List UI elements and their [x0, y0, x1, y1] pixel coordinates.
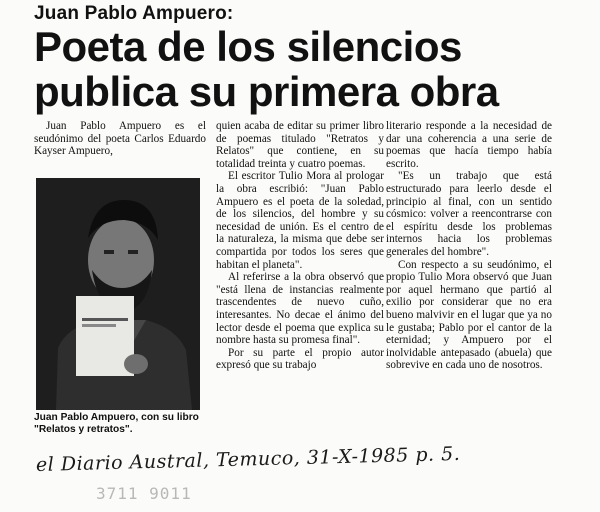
archive-stamp: 3711 9011 — [96, 484, 192, 503]
article-headline — [34, 24, 594, 114]
column-3-paragraph-1: literario responde a la necesidad de dar una coherencia a una serie de poemas que hacía tiempo había escrito. — [386, 120, 552, 170]
article-column-3 — [386, 120, 552, 372]
headline-line-1: Poeta de los silencios — [34, 23, 462, 70]
handwritten-source-note: el Diario Austral, Temuco, 31-X-1985 p. 5. — [35, 442, 461, 476]
photo-caption: Juan Pablo Ampuero, con su libro "Relatos y retratos". — [34, 412, 199, 435]
column-3-paragraph-2: "Es un trabajo que está estructurado para leerlo desde el principio al final, con un sentido cósmico: volver a reencontrarse con el espíritu desde los problemas internos hacia los problemas generales del hombre". — [386, 170, 552, 258]
column-2-paragraph-4: Por su parte el propio autor expresó que su trabajo — [216, 346, 384, 372]
article-column-2 — [216, 120, 384, 372]
column-2-paragraph-1: quien acaba de editar su primer libro de poemas titulado "Retratos y Relatos" que contiene, en su totalidad treinta y cuatro poemas. — [216, 120, 384, 170]
author-photo — [36, 178, 200, 410]
headline-line-2: publica su primera obra — [34, 68, 499, 115]
column-1-paragraph: Juan Pablo Ampuero es el seudónimo del poeta Carlos Eduardo Kayser Ampuero, — [34, 120, 206, 158]
column-2-paragraph-3: Al referirse a la obra observó que "está llena de instancias realmente trascendentes de nuevo cuño, interesantes. No decae el ánimo del lector desde el poema que explica su nombre hasta su promesa final". — [216, 271, 384, 347]
column-2-paragraph-2: El escritor Tulio Mora al prologar la obra escribió: "Juan Pablo Ampuero es el poeta de la soledad, de los silencios, del hombre y su necesidad de unión. Es el centro de la naturaleza, la misma que debe ser compartida por todos los seres que habitan el planeta". — [216, 170, 384, 271]
article-kicker: Juan Pablo Ampuero: — [34, 3, 234, 24]
article-column-1 — [34, 120, 206, 158]
column-3-paragraph-3: Con respecto a su seudónimo, el propio Tulio Mora observó que Juan por aquel hermano que partió al exilio por considerar que no era bueno malvivir en el lugar que ya no le gustaba; Pablo por el cantor de la eternidad; y Ampuero por el inolvidable antepasado (abuela) que sobrevive en cada uno de nosotros. — [386, 258, 552, 372]
